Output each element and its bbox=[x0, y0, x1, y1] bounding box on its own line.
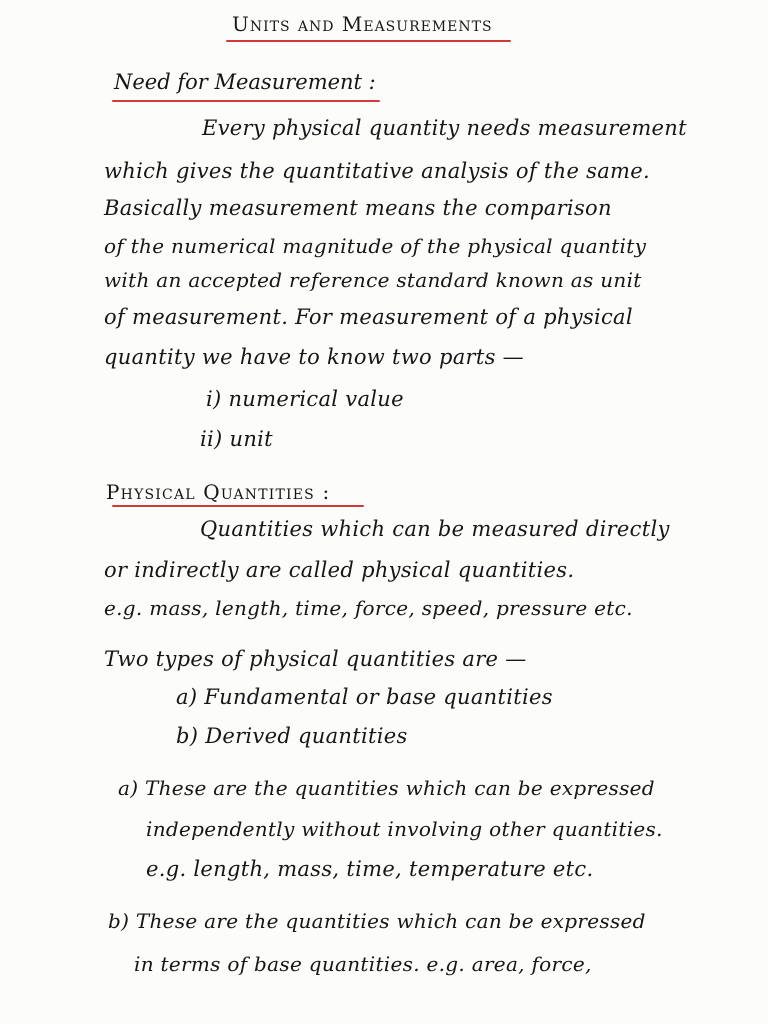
section2-underline bbox=[112, 505, 364, 507]
list-item: b) Derived quantities bbox=[176, 724, 408, 748]
explanation-line: b) These are the quantities which can be expressed bbox=[108, 909, 646, 933]
page-title: Units and Measurements bbox=[232, 12, 493, 36]
paragraph-line: or indirectly are called physical quantities. bbox=[104, 558, 575, 582]
explanation-line: independently without involving other quantities. bbox=[146, 817, 663, 841]
paragraph-line: quantity we have to know two parts — bbox=[104, 345, 524, 369]
title-underline bbox=[226, 40, 511, 42]
list-item: ii) unit bbox=[200, 427, 273, 451]
paragraph-line: Two types of physical quantities are — bbox=[104, 647, 527, 671]
paragraph-line: Every physical quantity needs measurement bbox=[202, 116, 687, 140]
paragraph-line: e.g. mass, length, time, force, speed, pressure etc. bbox=[104, 596, 633, 620]
paragraph-line: with an accepted reference standard known as unit bbox=[104, 268, 642, 292]
section1-underline bbox=[112, 100, 380, 102]
explanation-line: a) These are the quantities which can be expressed bbox=[118, 776, 655, 800]
paragraph-line: of the numerical magnitude of the physical quantity bbox=[104, 234, 647, 258]
explanation-line: e.g. length, mass, time, temperature etc. bbox=[146, 857, 594, 881]
paragraph-line: Quantities which can be measured directly bbox=[200, 517, 670, 541]
paragraph-line: of measurement. For measurement of a physical bbox=[104, 305, 633, 329]
explanation-line: in terms of base quantities. e.g. area, force, bbox=[134, 952, 592, 976]
list-item: i) numerical value bbox=[206, 387, 404, 411]
section-heading-need-for-measurement: Need for Measurement : bbox=[114, 70, 376, 94]
list-item: a) Fundamental or base quantities bbox=[176, 685, 553, 709]
section-heading-physical-quantities: Physical Quantities : bbox=[106, 480, 331, 504]
paragraph-line: Basically measurement means the comparison bbox=[104, 196, 612, 220]
paragraph-line: which gives the quantitative analysis of the same. bbox=[104, 159, 650, 183]
